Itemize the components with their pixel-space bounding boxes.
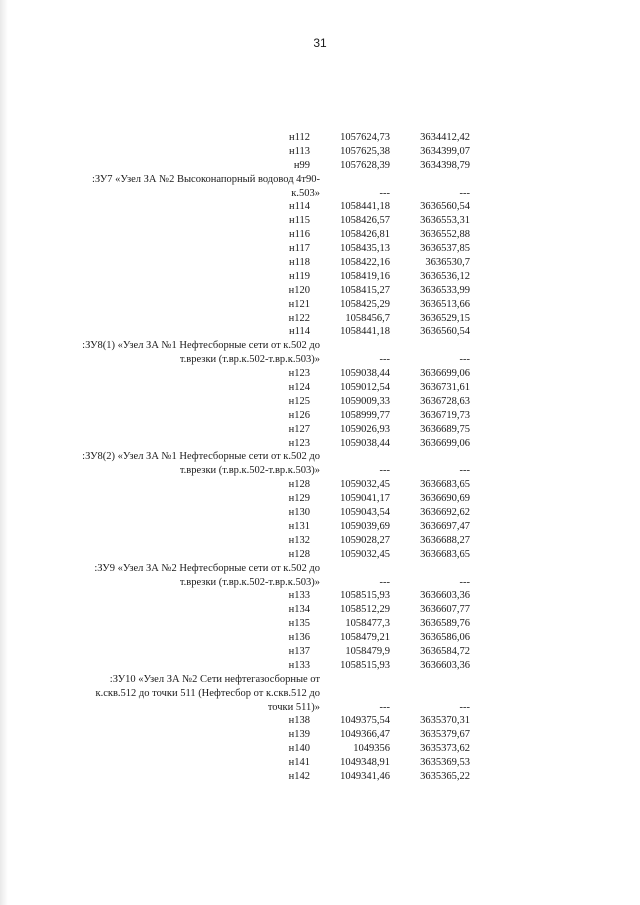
coord-x: 1059038,44: [340, 437, 390, 449]
coord-x: 1059012,54: [340, 382, 390, 394]
coord-y: 3636689,75: [420, 423, 470, 435]
coord-x: 1059038,44: [340, 368, 390, 380]
point-id: н134: [288, 604, 310, 616]
coord-x: 1059026,93: [340, 423, 390, 435]
table-row: [62, 437, 470, 451]
point-id: н120: [288, 284, 310, 296]
point-id: н136: [288, 632, 310, 644]
point-id: н112: [289, 132, 310, 143]
table-row: [62, 589, 470, 603]
coord-x: 1058419,16: [340, 270, 390, 282]
point-id: н119: [289, 270, 310, 282]
coord-y: 3636586,06: [420, 632, 470, 644]
coord-y: 3635365,22: [420, 770, 470, 782]
section-title-row: [62, 339, 462, 353]
point-id: н125: [288, 395, 310, 407]
table-row: [62, 520, 470, 534]
coord-x: 1059032,45: [340, 548, 390, 560]
table-row: [62, 367, 470, 381]
coord-x: 1058426,81: [340, 229, 390, 241]
section-title-line: т.врезки (т.вр.к.502-т.вр.к.503)»: [179, 576, 320, 588]
point-id: н127: [288, 423, 310, 435]
point-id: н126: [288, 409, 310, 421]
coord-y: 3634399,07: [420, 145, 470, 157]
coord-x: 1058441,18: [340, 326, 390, 338]
coord-x: 1059032,45: [340, 479, 390, 491]
table-row: [62, 145, 470, 159]
coord-y: 3636584,72: [420, 645, 470, 657]
table-row: [62, 492, 470, 506]
coord-y: 3635373,62: [420, 743, 470, 755]
point-id: н130: [288, 507, 310, 519]
coord-x: 1058422,16: [340, 257, 390, 269]
point-id: н123: [288, 437, 310, 449]
coord-x: 1057628,39: [340, 159, 390, 171]
page-number: 31: [313, 36, 327, 50]
point-id: н124: [288, 382, 310, 394]
point-id: н141: [288, 757, 310, 769]
section-title-line: к.503»: [291, 187, 320, 199]
table-row: [62, 200, 470, 214]
dash-y: ---: [459, 187, 470, 199]
table-row: [62, 312, 470, 326]
table-row: [62, 381, 470, 395]
coord-y: 3636603,36: [420, 590, 470, 602]
section-title-row: [62, 464, 470, 478]
coord-y: 3634412,42: [420, 132, 470, 143]
section-title-line: т.врезки (т.вр.к.502-т.вр.к.503)»: [179, 465, 320, 477]
section-title-row: [62, 687, 462, 701]
table-row: [62, 270, 470, 284]
point-id: н128: [288, 479, 310, 491]
point-id: н128: [288, 548, 310, 560]
coord-x: 1049356: [353, 743, 390, 755]
table-row: [62, 228, 470, 242]
section-title-line: т.врезки (т.вр.к.502-т.вр.к.503)»: [179, 354, 320, 366]
point-id: н138: [288, 715, 310, 727]
section-title-line: :ЗУ8(1) «Узел ЗА №1 Нефтесборные сети от к.502 до: [82, 340, 320, 352]
table-row: [62, 645, 470, 659]
coord-x: 1058456,7: [345, 312, 390, 324]
point-id: н115: [289, 215, 310, 227]
coord-x: 1058415,27: [340, 284, 390, 296]
table-row: [62, 659, 470, 673]
point-id: н140: [288, 743, 310, 755]
coord-y: 3634398,79: [420, 159, 470, 171]
dash-x: ---: [379, 465, 390, 477]
table-row: [62, 159, 470, 173]
dash-y: ---: [459, 354, 470, 366]
point-id: н139: [288, 729, 310, 741]
coord-x: 1058479,21: [340, 632, 390, 644]
section-title-row: [62, 562, 462, 576]
point-id: н137: [288, 645, 310, 657]
coord-y: 3636589,76: [420, 618, 470, 630]
coord-y: 3635370,31: [420, 715, 470, 727]
coord-x: 1058999,77: [340, 409, 390, 421]
coord-y: 3636560,54: [420, 326, 470, 338]
section-title-line: :ЗУ9 «Узел ЗА №2 Нефтесборные сети от к.502 до: [94, 562, 320, 574]
point-id: н132: [288, 534, 310, 546]
point-id: н133: [288, 590, 310, 602]
table-row: [62, 214, 470, 228]
coord-x: 1058441,18: [340, 201, 390, 213]
point-id: н121: [288, 298, 310, 310]
section-title-row: [62, 187, 470, 201]
table-row: [62, 631, 470, 645]
coord-x: 1049348,91: [340, 757, 390, 769]
table-row: [62, 548, 470, 562]
section-title-row: [62, 673, 462, 687]
point-id: н142: [288, 770, 310, 782]
section-title-row: [62, 576, 470, 590]
coord-x: 1058435,13: [340, 243, 390, 255]
dash-x: ---: [379, 701, 390, 713]
point-id: н114: [289, 201, 310, 213]
coord-y: 3636513,66: [420, 298, 470, 310]
point-id: н133: [288, 659, 310, 671]
coord-y: 3636692,62: [420, 507, 470, 519]
coord-x: 1059043,54: [340, 507, 390, 519]
point-id: н117: [289, 243, 310, 255]
coord-x: 1057624,73: [340, 132, 390, 143]
page-binding-edge: [0, 0, 8, 905]
coord-x: 1049366,47: [340, 729, 390, 741]
table-row: [62, 409, 470, 423]
coord-y: 3636537,85: [420, 243, 470, 255]
table-row: [62, 131, 470, 145]
coord-y: 3636683,65: [420, 479, 470, 491]
coord-x: 1058515,93: [340, 659, 390, 671]
section-title-row: [62, 701, 470, 715]
coord-y: 3636728,63: [420, 395, 470, 407]
table-row: [62, 423, 470, 437]
point-id: н131: [288, 520, 310, 532]
section-title-line: к.скв.512 до точки 511 (Нефтесбор от к.скв.512 до: [95, 687, 320, 699]
point-id: н116: [289, 229, 310, 241]
coord-y: 3635369,53: [420, 757, 470, 769]
table-row: [62, 742, 470, 756]
coord-y: 3636731,61: [420, 382, 470, 394]
coord-x: 1059041,17: [340, 493, 390, 505]
section-title-row: [62, 450, 462, 464]
coord-x: 1049341,46: [340, 770, 390, 782]
point-id: н99: [293, 159, 310, 171]
dash-y: ---: [459, 465, 470, 477]
section-title-line: :ЗУ8(2) «Узел ЗА №1 Нефтесборные сети от к.502 до: [82, 451, 320, 463]
coord-y: 3636552,88: [420, 229, 470, 241]
table-row: [62, 728, 470, 742]
coord-x: 1059028,27: [340, 534, 390, 546]
coord-y: 3636603,36: [420, 659, 470, 671]
coord-y: 3635379,67: [420, 729, 470, 741]
coord-y: 3636699,06: [420, 368, 470, 380]
coord-y: 3636683,65: [420, 548, 470, 560]
table-row: [62, 256, 470, 270]
coord-x: 1058512,29: [340, 604, 390, 616]
table-row: [62, 298, 470, 312]
table-row: [62, 242, 470, 256]
dash-x: ---: [379, 354, 390, 366]
dash-y: ---: [459, 701, 470, 713]
coord-x: 1059039,69: [340, 520, 390, 532]
coord-y: 3636533,99: [420, 284, 470, 296]
section-title-line: :ЗУ10 «Узел ЗА №2 Сети нефтегазосборные от: [109, 673, 320, 685]
table-row: [62, 770, 470, 784]
coord-y: 3636699,06: [420, 437, 470, 449]
point-id: н114: [289, 326, 310, 338]
dash-x: ---: [379, 187, 390, 199]
table-row: [62, 395, 470, 409]
point-id: н118: [289, 257, 310, 269]
coord-y: 3636553,31: [420, 215, 470, 227]
point-id: н122: [288, 312, 310, 324]
point-id: н135: [288, 618, 310, 630]
coord-y: 3636529,15: [420, 312, 470, 324]
coord-x: 1049375,54: [340, 715, 390, 727]
point-id: н129: [288, 493, 310, 505]
table-row: [62, 478, 470, 492]
coord-x: 1058425,29: [340, 298, 390, 310]
coord-y: 3636697,47: [420, 520, 470, 532]
coord-x: 1058515,93: [340, 590, 390, 602]
coord-x: 1058479,9: [345, 645, 390, 657]
coord-y: 3636688,27: [420, 534, 470, 546]
section-title-line: точки 511)»: [267, 701, 320, 713]
coord-y: 3636719,73: [420, 409, 470, 421]
table-row: [62, 534, 470, 548]
section-title-row: [62, 353, 470, 367]
point-id: н113: [289, 145, 310, 157]
coord-y: 3636530,7: [425, 257, 470, 269]
coord-x: 1058477,3: [345, 618, 390, 630]
coord-y: 3636536,12: [420, 270, 470, 282]
table-row: [62, 756, 470, 770]
table-row: [62, 617, 470, 631]
coord-x: 1059009,33: [340, 395, 390, 407]
table-row: [62, 506, 470, 520]
dash-y: ---: [459, 576, 470, 588]
table-row: [62, 284, 470, 298]
section-title-row: [62, 173, 462, 187]
coord-y: 3636690,69: [420, 493, 470, 505]
table-row: [62, 714, 470, 728]
coord-y: 3636560,54: [420, 201, 470, 213]
coordinates-table: [62, 131, 470, 784]
coord-x: 1058426,57: [340, 215, 390, 227]
coord-y: 3636607,77: [420, 604, 470, 616]
point-id: н123: [288, 368, 310, 380]
dash-x: ---: [379, 576, 390, 588]
section-title-line: :ЗУ7 «Узел ЗА №2 Высоконапорный водовод 4т90-: [91, 173, 320, 185]
coord-x: 1057625,38: [340, 145, 390, 157]
table-row: [62, 325, 470, 339]
table-row: [62, 603, 470, 617]
